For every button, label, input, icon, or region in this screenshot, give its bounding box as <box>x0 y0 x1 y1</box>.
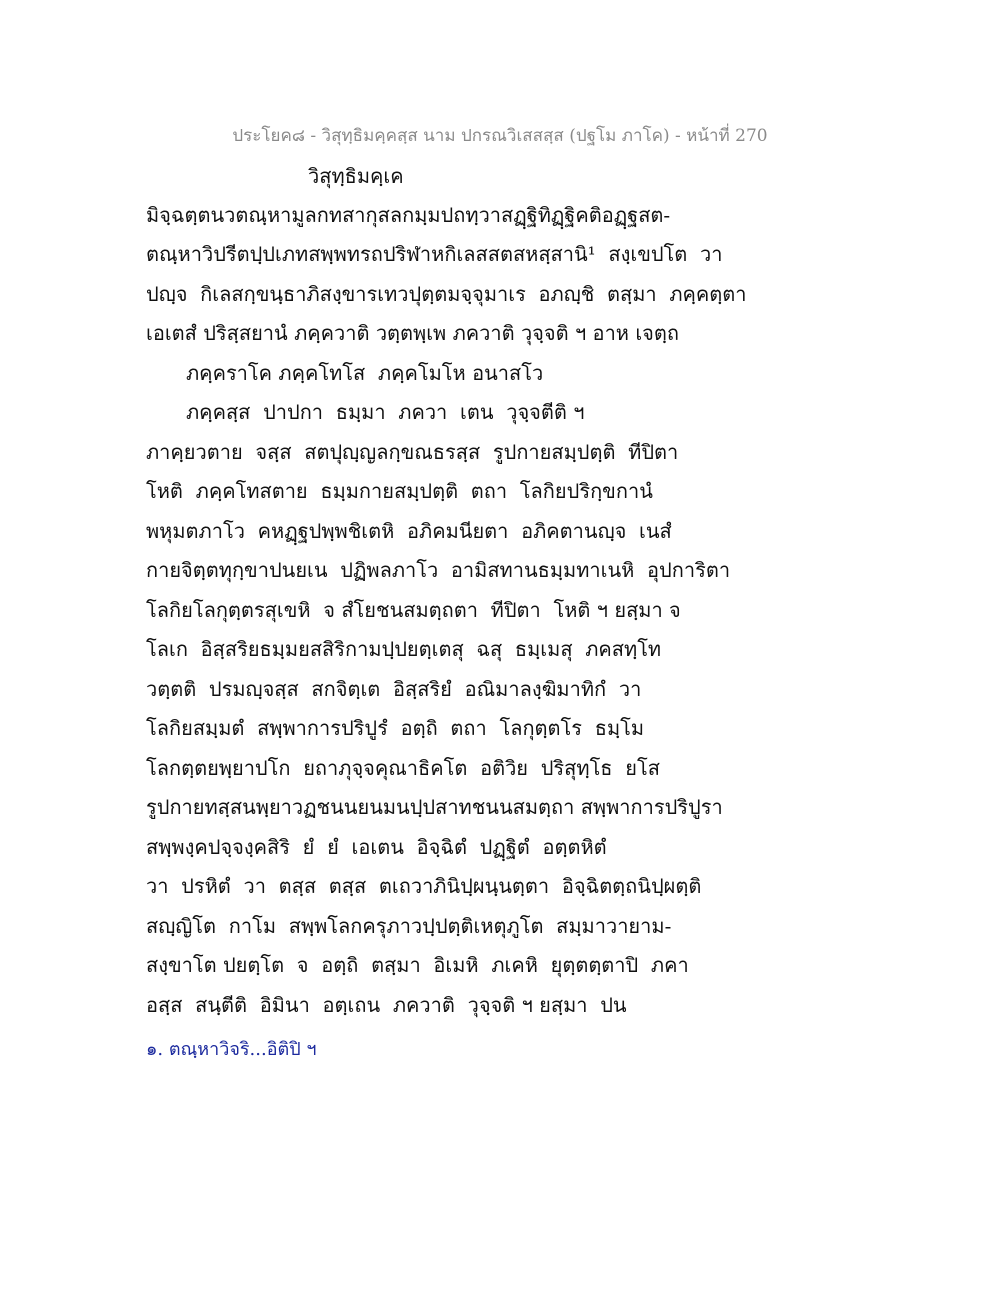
page-header: ประโยค๘ - วิสุทฺธิมคฺคสฺส นาม ปกรณวิเสสสฺส (ปฐโม ภาโค) - หน้าที่ 270 <box>232 126 768 146</box>
text-line: โลกิยสมฺมตํ สพฺพาการปริปูรํ อตฺถิ ตถา โลกุตฺตโร ธมฺโม <box>146 716 645 740</box>
text-line: เอเตสํ ปริสฺสยานํ ภคฺควาติ วตฺตพฺเพ ภควาติ วุจฺจติ ฯ อาห เจตฺถ <box>146 321 679 345</box>
text-line: ปญฺจ กิเลสกฺขนฺธาภิสงฺขารเทวปุตฺตมจฺจุมาเร อภญฺชิ ตสฺมา ภคฺคตฺตา <box>146 282 747 306</box>
text-line: มิจฺฉตฺตนวตณฺหามูลกทสากุสลกมฺมปถทฺวาสฏฺฐิทิฏฺฐิคติอฏฺฐสต- <box>146 203 671 227</box>
text-line: พหุมตภาโว คหฏฺฐปพฺพชิเตหิ อภิคมนียตา อภิคตานญฺจ เนสํ <box>146 519 672 543</box>
text-line: วา ปรหิตํ วา ตสฺส ตสฺส ตเถวาภินิปฺผนฺนตฺตา อิจฺฉิตตฺถนิปฺผตฺติ <box>146 874 702 898</box>
section-title: วิสุทฺธิมคฺเค <box>308 164 404 188</box>
text-line: สงฺขาโต ปยตฺโต จ อตฺถิ ตสฺมา อิเมหิ ภเคหิ ยุตฺตตฺตาปิ ภคา <box>146 953 689 977</box>
text-line: อสฺส สนฺตีติ อิมินา อตฺเถน ภควาติ วุจฺจติ ฯ ยสฺมา ปน <box>146 993 627 1017</box>
verse-line: ภคฺคสฺส ปาปกา ธมฺมา ภควา เตน วุจฺจตีติ ฯ <box>186 400 585 424</box>
verse-line: ภคฺคราโค ภคฺคโทโส ภคฺคโมโห อนาสโว <box>186 361 544 385</box>
text-line: สพฺพงฺคปจฺจงฺคสิริ ยํ ยํ เอเตน อิจฺฉิตํ ปฏฺฐิตํ อตฺตหิตํ <box>146 835 607 859</box>
text-line: รูปกายทสฺสนพฺยาวฏชนนยนมนปฺปสาทชนนสมตฺถา สพฺพาการปริปูรา <box>146 795 723 819</box>
text-line: กายจิตฺตทุกฺขาปนยเน ปฏิพลภาโว อามิสทานธมฺมทาเนหิ อุปการิตา <box>146 558 731 582</box>
text-line: โลกิยโลกุตฺตรสุเขหิ จ สํโยชนสมตฺถตา ทีปิตา โหติ ฯ ยสฺมา จ <box>146 598 681 622</box>
text-line: สญฺญิโต กาโม สพฺพโลกครุภาวปฺปตฺติเหตุภูโต สมฺมาวายาม- <box>146 914 672 938</box>
text-line: โลเก อิสฺสริยธมฺมยสสิริกามปฺปยตฺเตสุ ฉสุ ธมฺเมสุ ภคสทฺโท <box>146 637 662 661</box>
text-line: ภาคฺยวตาย จสฺส สตปุญฺญลกฺขณธรสฺส รูปกายสมฺปตฺติ ทีปิตา <box>146 440 679 464</box>
text-line: โหติ ภคฺคโทสตาย ธมฺมกายสมฺปตฺติ ตถา โลกิยปริกฺขกานํ <box>146 479 653 503</box>
text-line: โลกตฺตยพฺยาปโก ยถาภุจฺจคุณาธิคโต อติวิย ปริสุทฺโธ ยโส <box>146 756 660 780</box>
text-line: วตฺตติ ปรมญฺจสฺส สกจิตฺเต อิสฺสริยํ อณิมาลงฺฆิมาทิกํ วา <box>146 677 642 701</box>
text-line: ตณฺหาวิปรีตปฺปเภทสพฺพทรถปริฬาหกิเลสสตสหสฺสานิ¹ สงฺเขปโต วา <box>146 242 723 266</box>
footnote: ๑. ตณฺหาวิจริ...อิติปิ ฯ <box>146 1039 317 1060</box>
